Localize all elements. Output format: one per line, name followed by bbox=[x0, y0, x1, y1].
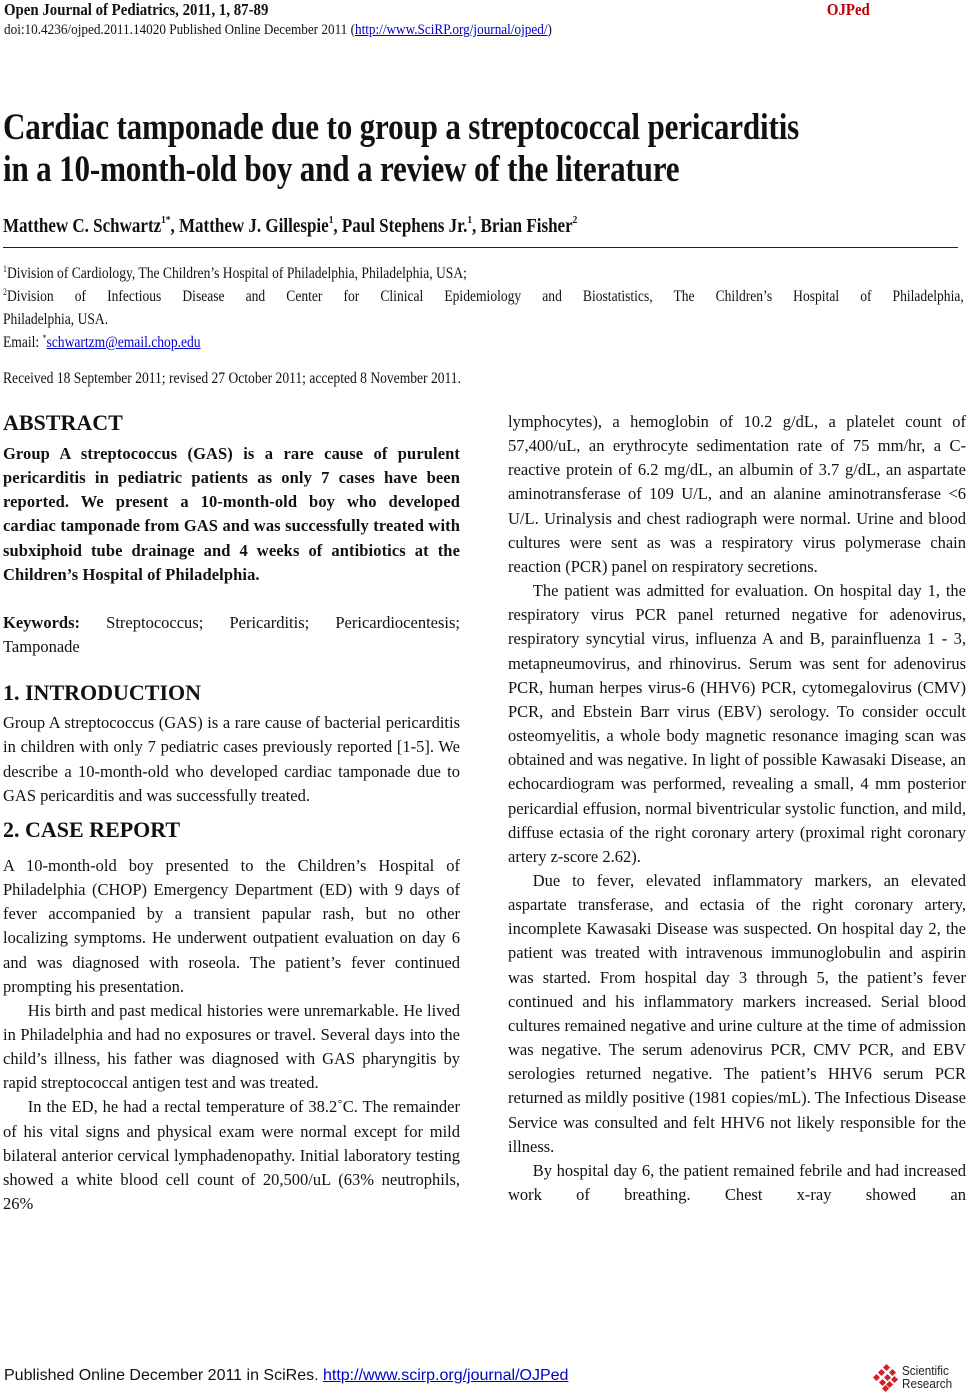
author-name: Matthew J. Gillespie bbox=[179, 215, 329, 237]
affiliation-mark: 1 bbox=[3, 264, 7, 274]
running-header bbox=[4, 0, 966, 41]
introduction-paragraph: Group A streptococcus (GAS) is a rare cause of bacterial pericarditis in children with only 7 pediatric cases previously reported [1-5]. We describe a 10-month-old who developed cardiac tamponade due to GAS pericarditis and was successfully treated. bbox=[3, 713, 460, 805]
affiliation-text: Division of Cardiology, The Children’s Hospital of Philadelphia, Philadelphia, USA; bbox=[6, 265, 467, 282]
author-separator: , bbox=[472, 215, 481, 237]
author-name: Brian Fisher bbox=[480, 215, 573, 237]
abstract-text: Group A streptococcus (GAS) is a rare cause of purulent pericarditis in pediatric patients as only 7 cases have been reported. We present a 10-month-old boy who developed cardiac tamponade from GAS and was successfully treated with subxiphoid tube drainage and 4 weeks of antibiotics at the Children’s Hospital of Philadelphia. bbox=[3, 444, 460, 584]
author-name: Paul Stephens Jr. bbox=[341, 215, 468, 237]
abstract-heading: ABSTRACT bbox=[3, 410, 123, 435]
affiliation-2-continued: Philadelphia, USA. bbox=[3, 311, 109, 328]
paper-title bbox=[3, 107, 961, 191]
logo-word-research: Research bbox=[902, 1376, 953, 1391]
paper-title-line-1: Cardiac tamponade due to group a streptococcal pericarditis bbox=[3, 107, 800, 148]
author-list bbox=[3, 213, 577, 239]
author bbox=[342, 215, 481, 237]
doi-line bbox=[4, 19, 851, 41]
case-report-paragraph-5: The patient was admitted for evaluation. On hospital day 1, the respiratory virus PCR panel returned negative for adenovirus, respiratory syncytial virus, influenza A and B, parainfluenza 1 - 3, metapneumovirus, and rhinovirus. Serum was sent for adenovirus PCR, human herpes virus-6 (HHV6) PCR, cytomegalovirus (CMV) PCR, and Ebstein Barr virus (EBV) serology. To consider occult osteomyelitis, a whole body magnetic resonance imaging scan was obtained and was negative. In light of possible Kawasaki Disease, an echocardiogram was performed, revealing a small, 4 mm posterior pericardial effusion, normal biventricular systolic function, and mild, diffuse ectasia of the right coronary artery (proximal right coronary artery z-score 2.62). bbox=[508, 581, 966, 866]
right-column bbox=[508, 410, 966, 1207]
logo-word-scientific: Scientific bbox=[902, 1363, 949, 1378]
email-line bbox=[3, 331, 966, 354]
case-report-paragraph-1: A 10-month-old boy presented to the Children’s Hospital of Philadelphia (CHOP) Emergency Department (ED) with 9 days of fever accompanied by a transient papular rash, but no other localizing symptoms. He underwent outpatient evaluation on day 6 and was diagnosed with roseola. The patient’s fever continued prompting his presentation. bbox=[3, 855, 460, 996]
author-affiliation-mark: 1* bbox=[161, 214, 171, 226]
author bbox=[481, 215, 578, 237]
footer-journal-link[interactable]: http://www.scirp.org/journal/OJPed bbox=[322, 1367, 569, 1384]
logo-wordmark bbox=[902, 1364, 952, 1390]
footer-text bbox=[4, 1366, 568, 1386]
left-column bbox=[3, 407, 460, 1216]
affiliation-mark: 2 bbox=[3, 287, 7, 297]
case-report-paragraph-7: By hospital day 6, the patient remained febrile and had increased work of breathing. Chest x-ray showed an bbox=[508, 1160, 966, 1204]
journal-line bbox=[4, 0, 966, 19]
doi-suffix: ) bbox=[547, 22, 552, 38]
author bbox=[3, 215, 179, 237]
author-separator: , bbox=[333, 215, 342, 237]
footer-published: Published Online December 2011 in SciRes. bbox=[4, 1367, 323, 1384]
author-affiliation-mark: 1 bbox=[467, 214, 473, 226]
author-name: Matthew C. Schwartz bbox=[3, 215, 162, 237]
affiliations bbox=[3, 262, 966, 354]
scientific-research-diamond-icon bbox=[872, 1363, 900, 1391]
scientific-research-logo bbox=[872, 1360, 966, 1394]
affiliation-1 bbox=[3, 262, 966, 285]
journal-citation: Open Journal of Pediatrics, 2011, 1, 87-89 bbox=[4, 0, 269, 19]
received-dates: Received 18 September 2011; revised 27 October 2011; accepted 8 November 2011. bbox=[3, 370, 461, 387]
keywords-list: Streptococcus; Pericarditis; Pericardiocentesis; Tamponade bbox=[3, 612, 460, 657]
journal-url-link[interactable]: http://www.SciRP.org/journal/ojped/ bbox=[354, 22, 548, 38]
affiliation-text: Division of Infectious Disease and Center for Clinical Epidemiology and Biostatistics, The Children’s Hospital of Philadelphia, bbox=[6, 288, 964, 305]
doi-text: doi:10.4236/ojped.2011.14020 Published Online December 2011 ( bbox=[4, 22, 355, 38]
page-footer bbox=[4, 1364, 966, 1394]
journal-abbreviation: OJPed bbox=[826, 0, 870, 19]
affiliation-2 bbox=[3, 285, 964, 308]
case-report-paragraph-4: lymphocytes), a hemoglobin of 10.2 g/dL, a platelet count of 57,400/uL, an erythrocyte sedimentation rate of 75 mm/hr, a C-reactive protein of 6.2 mg/dL, an albumin of 3.7 g/dL, an aspartate aminotransferase of 109 U/L, and an alanine aminotransferase <6 U/L. Urinalysis and chest radiograph were normal. Urine and blood cultures were sent as was a respiratory virus polymerase chain reaction (PCR) panel on respiratory secretions. bbox=[508, 412, 966, 576]
corresponding-mark: * bbox=[42, 333, 47, 343]
email-link[interactable]: schwartzm@email.chop.edu bbox=[46, 334, 201, 351]
case-report-paragraph-2: His birth and past medical histories were unremarkable. He lived in Philadelphia and had no exposures or travel. Several days into the child’s illness, his father was diagnosed with GAS pharyngitis by rapid streptococcal antigen test and was treated. bbox=[3, 1000, 460, 1093]
case-report-paragraph-3: In the ED, he had a rectal temperature of 38.2˚C. The remainder of his vital signs and physical exam were normal except for mild bilateral anterior cervical lymphadenopathy. Initial laboratory testing showed a white blood cell count of 20,500/uL (63% neutrophils, 26% bbox=[3, 1097, 460, 1214]
section-heading-introduction: 1. INTRODUCTION bbox=[3, 680, 202, 706]
email-label: Email: bbox=[3, 334, 43, 351]
section-heading-case-report: 2. CASE REPORT bbox=[3, 816, 181, 842]
header-divider bbox=[3, 247, 958, 248]
author-separator: , bbox=[170, 215, 180, 237]
author-affiliation-mark: 1 bbox=[328, 214, 334, 226]
case-report-paragraph-6: Due to fever, elevated inflammatory markers, an elevated aspartate transferase, and ectasia of the right coronary artery, incomplete Kawasaki Disease was suspected. On hospital day 2, the patient was treated with intravenous immunoglobulin and aspirin was started. From hospital day 3 through 5, the patient’s fever continued and his inflammatory markers increased. Serial blood cultures remained negative and urine culture at the time of admission was negative. The serum adenovirus PCR, CMV PCR, and EBV serologies returned negative. The patient’s HHV6 serum PCR returned as mildly positive (1981 copies/mL). The Infectious Disease Service was consulted and felt HHV6 not likely responsible for the illness. bbox=[508, 870, 966, 1156]
author bbox=[179, 215, 342, 237]
keywords-label: Keywords: bbox=[3, 612, 80, 632]
author-affiliation-mark: 2 bbox=[572, 214, 578, 226]
paper-title-line-2: in a 10-month-old boy and a review of the literature bbox=[3, 149, 680, 190]
keywords bbox=[3, 611, 460, 659]
